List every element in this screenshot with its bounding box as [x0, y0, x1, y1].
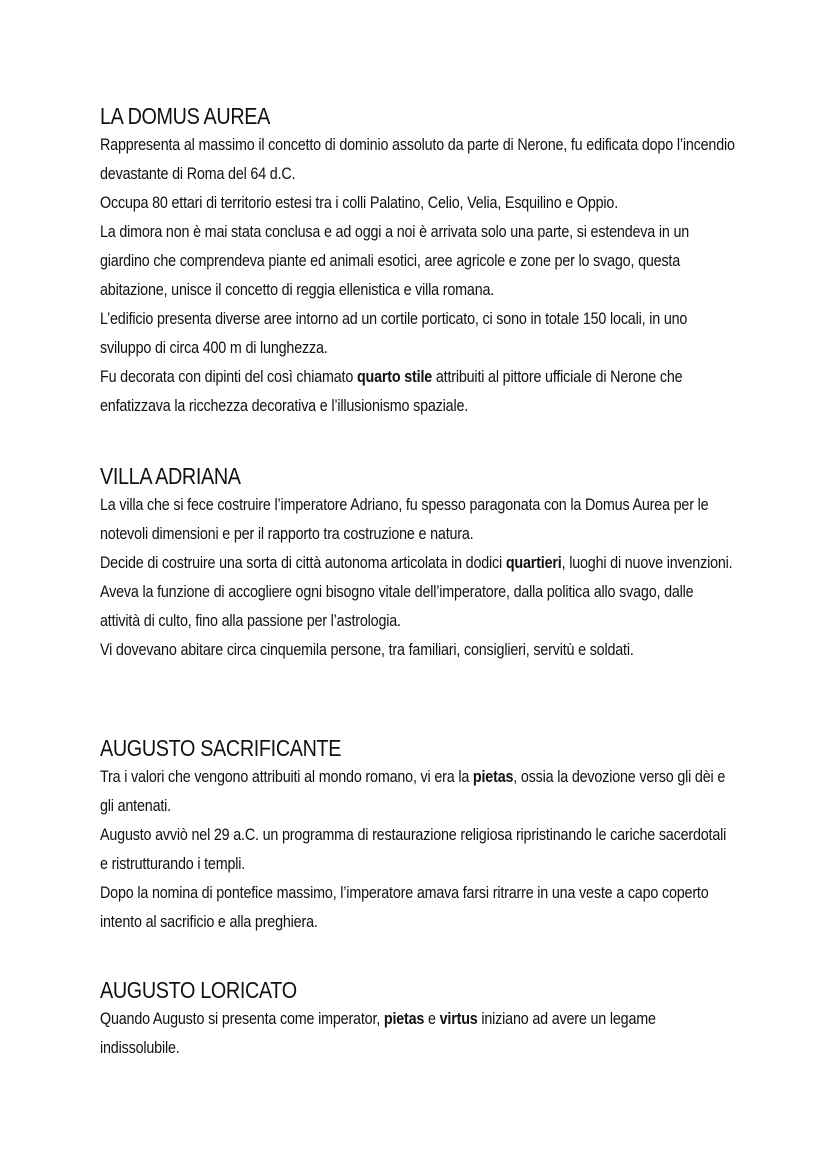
bold-term: pietas	[383, 1010, 425, 1028]
section-title: AUGUSTO LORICATO	[100, 977, 297, 1003]
bold-term: pietas	[472, 768, 514, 786]
paragraph: Tra i valori che vengono attribuiti al mondo romano, vi era la pietas, ossia la devozione verso gli dèi e gli antenati.	[100, 768, 726, 815]
paragraph: Aveva la funzione di accogliere ogni bisogno vitale dell’imperatore, dalla politica allo svago, dalle attività di culto, fino alla passione per l’astrologia.	[100, 583, 694, 630]
paragraph: Rappresenta al massimo il concetto di dominio assoluto da parte di Nerone, fu edificata dopo l’incendio devastante di Roma del 64 d.C.	[100, 136, 735, 183]
section-title: AUGUSTO SACRIFICANTE	[100, 735, 342, 761]
section-domus-aurea	[100, 101, 740, 421]
section-villa-adriana	[100, 461, 740, 665]
section-augusto-sacrificante	[100, 733, 740, 937]
bold-term: quarto stile	[356, 368, 433, 386]
paragraph: Vi dovevano abitare circa cinquemila persone, tra familiari, consiglieri, servitù e soldati.	[100, 641, 634, 659]
paragraph: La dimora non è mai stata conclusa e ad oggi a noi è arrivata solo una parte, si estendeva in un giardino che comprendeva piante ed animali esotici, aree agricole e zone per lo svago, questa abitazione, unisce il concetto di reggia ellenistica e villa romana.	[100, 223, 690, 299]
section-augusto-loricato	[100, 975, 740, 1063]
section-title: LA DOMUS AUREA	[100, 103, 270, 129]
paragraph: Fu decorata con dipinti del così chiamato quarto stile attribuiti al pittore ufficiale di Nerone che enfatizzava la ricchezza decorativa e l’illusionismo spaziale.	[100, 368, 683, 415]
paragraph: Dopo la nomina di pontefice massimo, l’imperatore amava farsi ritrarre in una veste a capo coperto intento al sacrificio e alla preghiera.	[100, 884, 709, 931]
paragraph: Decide di costruire una sorta di città autonoma articolata in dodici quartieri, luoghi di nuove invenzioni.	[100, 554, 733, 572]
paragraph: Augusto avviò nel 29 a.C. un programma di restaurazione religiosa ripristinando le cariche sacerdotali e ristrutturando i templi.	[100, 826, 727, 873]
bold-term: virtus	[439, 1010, 478, 1028]
paragraph: La villa che si fece costruire l’imperatore Adriano, fu spesso paragonata con la Domus Aurea per le notevoli dimensioni e per il rapporto tra costruzione e natura.	[100, 496, 709, 543]
bold-term: quartieri	[505, 554, 562, 572]
paragraph: Occupa 80 ettari di territorio estesi tra i colli Palatino, Celio, Velia, Esquilino e Oppio.	[100, 194, 619, 212]
section-title: VILLA ADRIANA	[100, 463, 241, 489]
paragraph: L’edificio presenta diverse aree intorno ad un cortile porticato, ci sono in totale 150 locali, in uno sviluppo di circa 400 m di lunghezza.	[100, 310, 688, 357]
paragraph: Quando Augusto si presenta come imperator, pietas e virtus iniziano ad avere un legame indissolubile.	[100, 1010, 656, 1057]
